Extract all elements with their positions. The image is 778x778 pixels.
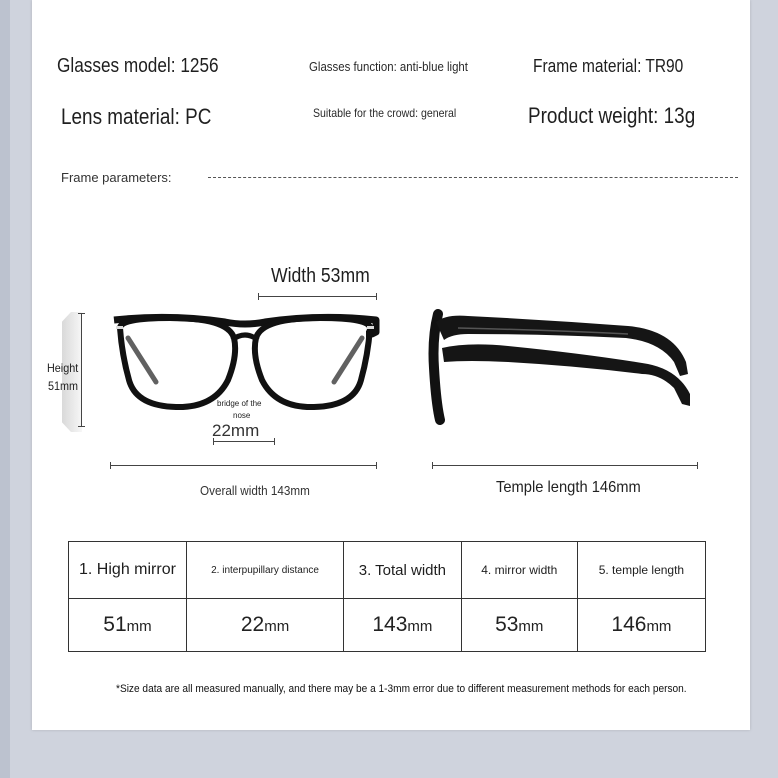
width-tick-left xyxy=(258,293,259,300)
spec-crowd: Suitable for the crowd: general xyxy=(313,106,457,120)
table-header-cell: 2. interpupillary distance xyxy=(186,542,343,599)
spec-lens-material: Lens material: PC xyxy=(61,104,212,129)
spec-frame-material: Frame material: TR90 xyxy=(533,56,684,76)
bridge-dimension-line xyxy=(213,441,274,442)
spec-weight: Product weight: 13g xyxy=(528,103,696,128)
overall-tick-left xyxy=(110,462,111,469)
height-tick-top xyxy=(78,313,85,314)
frame-parameters-label: Frame parameters: xyxy=(61,170,172,185)
table-value-cell: 146mm xyxy=(577,599,705,652)
table-header-cell: 3. Total width xyxy=(344,542,462,599)
height-tick-bottom xyxy=(78,426,85,427)
height-label-2: 51mm xyxy=(48,379,79,393)
height-dimension-line xyxy=(81,313,82,426)
table-value-cell: 53mm xyxy=(461,599,577,652)
dimensions-table xyxy=(68,541,706,652)
height-label-1: Height xyxy=(47,361,79,375)
overall-tick-right xyxy=(376,462,377,469)
bridge-value: 22mm xyxy=(212,421,260,440)
overall-width-line xyxy=(110,465,376,466)
width-label: Width 53mm xyxy=(271,265,370,287)
bridge-label-2: nose xyxy=(233,411,251,420)
temple-length-label: Temple length 146mm xyxy=(496,479,641,496)
table-value-cell: 143mm xyxy=(344,599,462,652)
overall-width-label: Overall width 143mm xyxy=(200,483,310,498)
temple-tick-right xyxy=(697,462,698,469)
glasses-side-image xyxy=(428,308,696,428)
dashed-divider xyxy=(208,177,738,178)
spec-function: Glasses function: anti-blue light xyxy=(309,59,468,74)
table-value-cell: 51mm xyxy=(69,599,187,652)
background-strip xyxy=(0,0,10,778)
bridge-tick-left xyxy=(213,438,214,445)
spec-model: Glasses model: 1256 xyxy=(57,55,219,77)
bridge-label-1: bridge of the xyxy=(217,399,262,408)
width-tick-right xyxy=(376,293,377,300)
table-header-cell: 1. High mirror xyxy=(69,542,187,599)
measurement-note: *Size data are all measured manually, and there may be a 1-3mm error due to different measurement methods for each person. xyxy=(116,683,687,695)
table-header-cell: 5. temple length xyxy=(577,542,705,599)
temple-tick-left xyxy=(432,462,433,469)
width-dimension-line xyxy=(258,296,376,297)
bridge-tick-right xyxy=(274,438,275,445)
table-value-cell: 22mm xyxy=(186,599,343,652)
table-header-cell: 4. mirror width xyxy=(461,542,577,599)
temple-length-line xyxy=(432,465,697,466)
table-value-row xyxy=(69,599,706,652)
table-header-row xyxy=(69,542,706,599)
